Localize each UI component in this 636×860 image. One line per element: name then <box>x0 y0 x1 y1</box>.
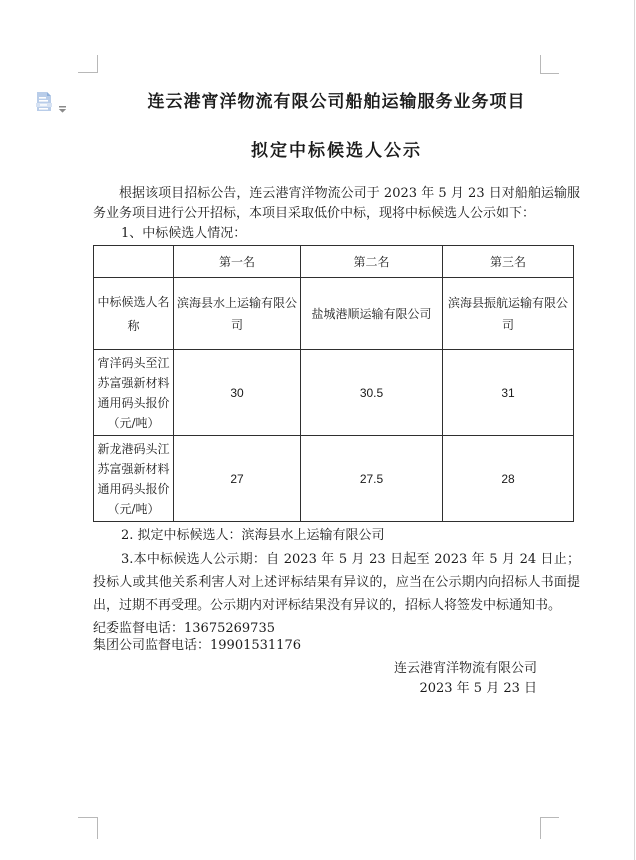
signature-company: 连云港宵洋物流有限公司 <box>393 661 537 676</box>
page-right-edge <box>634 0 635 860</box>
candidates-table <box>93 245 574 522</box>
row-label-cell: 新龙港码头江苏富强新材料通用码头报价（元/吨） <box>94 436 174 522</box>
signature-date: 2023 年 5 月 23 日 <box>419 681 537 696</box>
candidate-cell: 滨海县振航运输有限公司 <box>443 278 574 350</box>
price-cell: 27.5 <box>301 436 443 522</box>
table-row <box>94 436 574 522</box>
crop-mark-bottom-right <box>540 817 559 839</box>
price-cell: 31 <box>443 350 574 436</box>
chevron-down-icon <box>58 98 67 117</box>
signature-block <box>93 659 580 699</box>
group-phone-line: 集团公司监督电话：19901531176 <box>93 637 301 653</box>
list-item-1: 1、中标候选人情况： <box>121 226 247 241</box>
crop-mark-top-right <box>540 55 559 74</box>
list-item-2: 2. 拟定中标候选人：滨海县水上运输有限公司 <box>121 528 385 543</box>
candidate-cell: 滨海县水上运输有限公司 <box>174 278 301 350</box>
table-row <box>94 278 574 350</box>
crop-mark-top-left <box>78 55 98 73</box>
row-label-cell: 中标候选人名称 <box>94 278 174 350</box>
paste-options-button[interactable] <box>36 92 67 117</box>
contact-block <box>93 621 580 654</box>
document-content <box>93 84 580 699</box>
document-title: 连云港宵洋物流有限公司船舶运输服务业务项目 <box>147 92 526 112</box>
discipline-phone-line: 纪委监督电话：13675269735 <box>93 621 275 636</box>
table-header-cell <box>94 246 174 278</box>
table-header-cell: 第三名 <box>443 246 574 278</box>
price-cell: 30 <box>174 350 301 436</box>
table-header-cell: 第一名 <box>174 246 301 278</box>
table-header-row <box>94 246 574 278</box>
document-subtitle: 拟定中标候选人公示 <box>251 141 422 161</box>
price-cell: 30.5 <box>301 350 443 436</box>
paste-options-icon <box>36 92 52 115</box>
table-row <box>94 350 574 436</box>
table-header-cell: 第二名 <box>301 246 443 278</box>
candidate-cell: 盐城港顺运输有限公司 <box>301 278 443 350</box>
price-cell: 28 <box>443 436 574 522</box>
price-cell: 27 <box>174 436 301 522</box>
list-item-3: 3.本中标候选人公示期：自 2023 年 5 月 23 日起至 2023 年 5 月 24 日止；投标人或其他关系利害人对上述评标结果有异议的，应当在公示期内向招标人书面提出，过期不再受理。公示期内对评标结果没有异议的，招标人将签发中标通知书。 <box>93 552 580 613</box>
row-label-cell: 宵洋码头至江苏富强新材料通用码头报价（元/吨） <box>94 350 174 436</box>
intro-paragraph: 根据该项目招标公告，连云港宵洋物流公司于 2023 年 5 月 23 日对船舶运输服务业务项目进行公开招标，本项目采取低价中标，现将中标候选人公示如下： <box>93 186 580 221</box>
crop-mark-bottom-left <box>78 817 98 839</box>
